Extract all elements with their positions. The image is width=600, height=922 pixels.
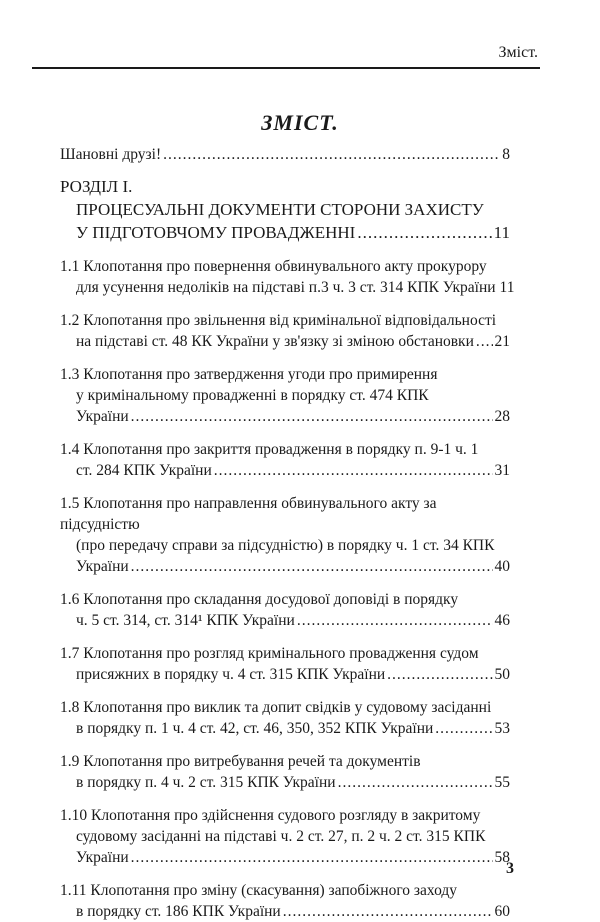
toc-entry[interactable] — [60, 310, 510, 352]
toc-entry-text: ч. 5 ст. 314, ст. 314¹ КПК України — [76, 612, 295, 629]
toc-entry-line: 1.2 Клопотання про звільнення від кримінальної відповідальності — [60, 312, 497, 329]
toc-entry-line: 1.8 Клопотання про виклик та допит свідків у судовому засіданні — [60, 699, 492, 716]
toc-entry[interactable] — [60, 364, 510, 427]
toc-entry[interactable] — [60, 805, 510, 868]
toc-page-number: 31 — [494, 462, 510, 479]
dot-leader — [476, 331, 493, 352]
toc-entry-last-line — [60, 144, 510, 165]
toc-entry-line: 1.7 Клопотання про розгляд кримінального провадження судом — [60, 645, 479, 662]
toc-entry-last-line — [60, 847, 510, 868]
toc-entry-text: для усунення недоліків на підставі п.3 ч. 3 ст. 314 КПК України — [76, 279, 496, 296]
toc-entry-text: У ПІДГОТОВЧОМУ ПРОВАДЖЕННІ — [76, 223, 356, 242]
toc-entry-last-line — [60, 406, 510, 427]
toc-entry[interactable] — [60, 643, 510, 685]
page-number: 3 — [506, 860, 514, 877]
toc-entry-line: РОЗДІЛ І. — [60, 177, 133, 196]
toc-page-number: 8 — [502, 146, 510, 163]
toc-entry-line: 1.4 Клопотання про закриття провадження в порядку п. 9-1 ч. 1 — [60, 441, 479, 458]
dot-leader — [435, 718, 492, 739]
toc-entry-line: ПРОЦЕСУАЛЬНІ ДОКУМЕНТИ СТОРОНИ ЗАХИСТУ — [76, 200, 484, 219]
toc-entry-last-line — [60, 331, 510, 352]
toc-entry-line: 1.1 Клопотання про повернення обвинувального акту прокурору — [60, 258, 487, 275]
toc-entry[interactable] — [60, 751, 510, 793]
toc-page-number: 58 — [494, 849, 510, 866]
dot-leader — [214, 460, 493, 481]
toc-entry-line: 1.3 Клопотання про затвердження угоди про примирення — [60, 366, 438, 383]
toc-entry[interactable] — [60, 439, 510, 481]
header-rule — [32, 67, 540, 69]
toc-entry-line: 1.5 Клопотання про направлення обвинувального акту за підсудністю — [60, 495, 437, 533]
toc-entry-last-line — [60, 221, 510, 244]
toc-page-number: 40 — [494, 558, 510, 575]
toc-entry-line: 1.9 Клопотання про витребування речей та документів — [60, 753, 421, 770]
dot-leader — [357, 221, 491, 244]
toc-entry-text: ст. 284 КПК України — [76, 462, 212, 479]
dot-leader — [131, 847, 493, 868]
toc-entry-last-line — [60, 718, 510, 739]
toc-page-number: 60 — [494, 903, 510, 920]
toc-entry-text: України — [76, 558, 129, 575]
dot-leader — [283, 901, 493, 922]
toc-entry-last-line — [60, 277, 515, 298]
toc-entry-last-line — [60, 610, 510, 631]
toc-entry-text: в порядку ст. 186 КПК України — [76, 903, 281, 920]
toc-entry[interactable] — [60, 880, 510, 922]
toc-page-number: 50 — [494, 666, 510, 683]
dot-leader — [131, 406, 493, 427]
toc-entry-last-line — [60, 556, 510, 577]
toc-entry-preface[interactable] — [60, 144, 510, 165]
toc-entry-line: 1.10 Клопотання про здійснення судового розгляду в закритому — [60, 807, 481, 824]
toc-entry-text: на підставі ст. 48 КК України у зв'язку зі зміною обстановки — [76, 333, 474, 350]
toc-entry-text: України — [76, 408, 129, 425]
toc-entry-last-line — [60, 664, 510, 685]
toc-title: ЗМІСТ. — [261, 110, 339, 135]
toc-entry-line: 1.6 Клопотання про складання досудової доповіді в порядку — [60, 591, 459, 608]
toc-page-number: 11 — [499, 279, 515, 296]
toc-page-number: 28 — [494, 408, 510, 425]
toc-entry[interactable] — [60, 493, 510, 577]
toc-section-heading[interactable] — [60, 175, 510, 244]
toc-page-number: 55 — [494, 774, 510, 791]
dot-leader — [338, 772, 493, 793]
toc-entry-text: Шановні друзі! — [60, 146, 162, 163]
toc-entry-text: України — [76, 849, 129, 866]
toc-entry[interactable] — [60, 697, 510, 739]
dot-leader — [387, 664, 492, 685]
toc-entry-last-line — [60, 460, 510, 481]
toc-entry-text: присяжних в порядку ч. 4 ст. 315 КПК України — [76, 666, 386, 683]
table-of-contents — [60, 144, 515, 922]
dot-leader — [297, 610, 493, 631]
toc-entry[interactable] — [60, 589, 510, 631]
toc-entry-line: судовому засіданні на підставі ч. 2 ст. 27, п. 2 ч. 2 ст. 315 КПК — [76, 828, 486, 845]
toc-entry[interactable] — [60, 256, 515, 298]
toc-page-number: 21 — [494, 333, 510, 350]
toc-entry-text: в порядку п. 4 ч. 2 ст. 315 КПК України — [76, 774, 336, 791]
toc-entry-line: у кримінальному провадженні в порядку ст. 474 КПК — [76, 387, 429, 404]
toc-entry-last-line — [60, 901, 510, 922]
dot-leader — [163, 144, 500, 165]
dot-leader — [131, 556, 493, 577]
toc-entry-text: в порядку п. 1 ч. 4 ст. 42, ст. 46, 350, 352 КПК України — [76, 720, 434, 737]
toc-entry-last-line — [60, 772, 510, 793]
toc-page-number: 11 — [493, 223, 510, 242]
toc-entry-line: 1.11 Клопотання про зміну (скасування) запобіжного заходу — [60, 882, 458, 899]
toc-entry-line: (про передачу справи за підсудністю) в порядку ч. 1 ст. 34 КПК — [76, 537, 495, 554]
toc-page-number: 53 — [494, 720, 510, 737]
toc-page-number: 46 — [494, 612, 510, 629]
running-header: Зміст. — [498, 44, 538, 61]
